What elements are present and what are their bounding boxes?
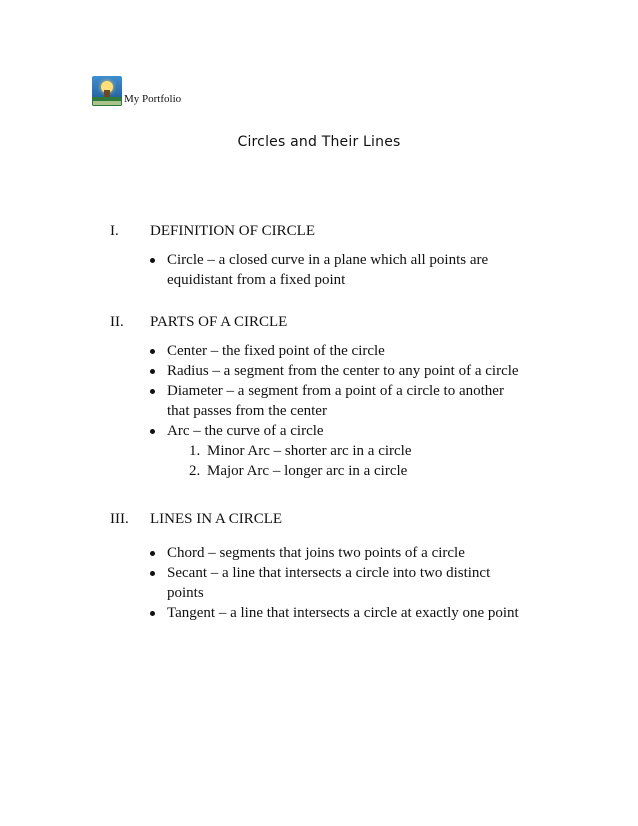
- section-label: LINES IN A CIRCLE: [150, 511, 283, 527]
- list-item-text-continued: points: [167, 585, 204, 601]
- list-number: 2.: [189, 463, 201, 479]
- list-item: [150, 603, 519, 623]
- list-item-text-continued: equidistant from a fixed point: [167, 272, 346, 288]
- list-item-text: Arc – the curve of a circle: [167, 423, 324, 439]
- section-label: DEFINITION OF CIRCLE: [150, 223, 315, 239]
- list-item: [150, 361, 519, 381]
- list-item: [150, 341, 519, 361]
- portfolio-label: My Portfolio: [124, 93, 182, 105]
- list-item: [150, 563, 519, 603]
- list-item-text: Diameter – a segment from a point of a circle to another: [167, 383, 504, 399]
- section-numeral: III.: [110, 511, 129, 527]
- list-item: [189, 441, 412, 461]
- bullet-icon: [150, 429, 155, 434]
- list-item-text: Circle – a closed curve in a plane which all points are: [167, 252, 489, 268]
- section-heading-definition: [110, 223, 315, 240]
- bullet-icon: [150, 349, 155, 354]
- portfolio-logo-icon: [92, 76, 122, 106]
- bullet-icon: [150, 258, 155, 263]
- list-item: [150, 250, 488, 290]
- lines-list: [150, 543, 519, 623]
- list-item-text: Radius – a segment from the center to any point of a circle: [167, 363, 519, 379]
- section-numeral: II.: [110, 314, 124, 330]
- page-title: Circles and Their Lines: [237, 134, 401, 150]
- section-heading-parts: [110, 314, 287, 331]
- parts-list: [150, 341, 519, 441]
- bullet-icon: [150, 389, 155, 394]
- list-item-text: Chord – segments that joins two points of a circle: [167, 545, 465, 561]
- list-item-text: Minor Arc – shorter arc in a circle: [207, 443, 412, 459]
- bullet-icon: [150, 369, 155, 374]
- list-item-text-continued: that passes from the center: [167, 403, 327, 419]
- list-number: 1.: [189, 443, 201, 459]
- list-item-text: Major Arc – longer arc in a circle: [207, 463, 408, 479]
- bullet-icon: [150, 611, 155, 616]
- section-numeral: I.: [110, 223, 119, 239]
- list-item: [150, 543, 519, 563]
- list-item-text: Center – the fixed point of the circle: [167, 343, 385, 359]
- definition-list: [150, 250, 488, 290]
- page-header: [92, 72, 181, 106]
- list-item-text: Secant – a line that intersects a circle into two distinct: [167, 565, 491, 581]
- bullet-icon: [150, 551, 155, 556]
- section-label: PARTS OF A CIRCLE: [150, 314, 288, 330]
- list-item: [189, 461, 412, 481]
- list-item: [150, 421, 519, 441]
- arc-types-list: [189, 441, 412, 481]
- list-item-text: Tangent – a line that intersects a circle at exactly one point: [167, 605, 519, 621]
- bullet-icon: [150, 571, 155, 576]
- list-item: [150, 381, 519, 421]
- section-heading-lines: [110, 511, 282, 528]
